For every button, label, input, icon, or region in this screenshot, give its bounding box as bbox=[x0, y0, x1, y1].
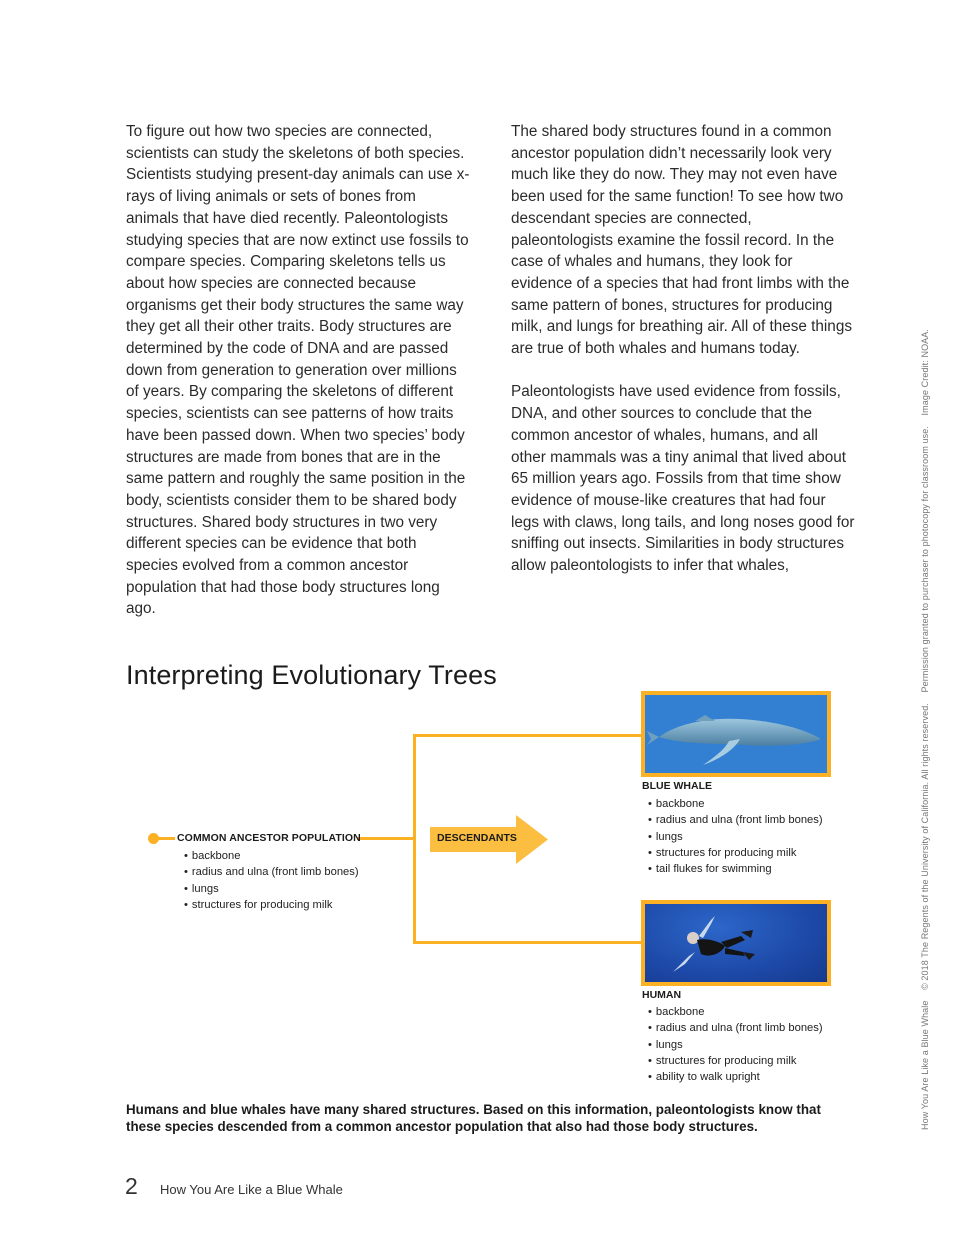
scuba-diver-photo bbox=[641, 900, 831, 986]
tree-branch-whale bbox=[413, 734, 643, 737]
side-credit-copyright: © 2018 The Regents of the University of California. All rights reserved. bbox=[920, 703, 930, 990]
body-paragraph: The shared body structures found in a common ancestor population didn’t necessarily look very much like they do now. They may not even have been used for the same function! To see how two descendant species are connected, paleontologists examine the fossil record. In the case of whales and humans, they look for evidence of a species that had front limbs with the same pattern of bones, structures for producing milk, and lungs for breathing air. All of these things are true of both whales and humans today. bbox=[511, 123, 852, 358]
trait-item: • radius and ulna (front limb bones) bbox=[184, 864, 359, 880]
section-title: Interpreting Evolutionary Trees bbox=[126, 660, 497, 690]
trait-item: • ability to walk upright bbox=[648, 1069, 823, 1085]
figure-caption: Humans and blue whales have many shared structures. Based on this information, paleontologists know that these species descended from a common ancestor population that also had those body structures. bbox=[126, 1102, 821, 1134]
trait-item: • tail flukes for swimming bbox=[648, 861, 823, 877]
species-title-blue-whale: BLUE WHALE bbox=[642, 780, 712, 792]
trait-item: • backbone bbox=[648, 796, 823, 812]
ancestor-trait-list bbox=[184, 848, 359, 913]
species-title-human: HUMAN bbox=[642, 989, 682, 1001]
footer-title: How You Are Like a Blue Whale bbox=[160, 1182, 343, 1197]
trait-item: • lungs bbox=[184, 881, 359, 897]
trait-item: • radius and ulna (front limb bones) bbox=[648, 812, 823, 828]
tree-branch-human bbox=[413, 941, 643, 944]
trait-item: • lungs bbox=[648, 1037, 823, 1053]
body-paragraph: Paleontologists have used evidence from fossils, DNA, and other sources to conclude that the common ancestor of whales, humans, and all other mammals was a tiny animal that lived about 65 million years ago. Fossils from that time show evidence of mouse-like creatures that had four legs with claws, long tails, and long noses good for sniffing out insects. Similarities in body structures allow paleontologists to infer that whales, bbox=[511, 383, 855, 575]
side-credit-permission: Permission granted to purchaser to photocopy for classroom use. bbox=[920, 426, 930, 693]
trait-item: • lungs bbox=[648, 829, 823, 845]
trait-item: • backbone bbox=[184, 848, 359, 864]
whale-icon bbox=[645, 695, 827, 773]
blue-whale-trait-list bbox=[648, 796, 823, 877]
side-credit bbox=[920, 321, 930, 1130]
tree-line bbox=[357, 837, 415, 840]
side-credit-image: Image Credit: NOAA. bbox=[920, 329, 930, 416]
body-paragraph: To figure out how two species are connected, scientists can study the skeletons of both species. Scientists studying present-day animals can use x-rays of living animals or sets of bones from animals that have died recently. Paleontologists studying species that are now extinct use fossils to compare species. Comparing skeletons tells us about how species are connected because organisms get their body structures the same way they get all their other traits. Body structures are determined by the code of DNA and are passed down from generation to generation over millions of years. By comparing the skeletons of different species, scientists can see patterns of how traits have been passed down. When two species’ body structures are made from bones that are in the same pattern and roughly the same position in the body, scientists consider them to be shared body structures. Shared body structures in two very different species can be evidence that both species evolved from a common ancestor population that had those body structures long ago. bbox=[126, 123, 470, 618]
diver-icon bbox=[645, 904, 827, 982]
blue-whale-photo bbox=[641, 691, 831, 777]
side-credit-title: How You Are Like a Blue Whale bbox=[920, 1000, 930, 1130]
trait-item: • structures for producing milk bbox=[648, 1053, 823, 1069]
trait-item: • backbone bbox=[648, 1004, 823, 1020]
human-trait-list bbox=[648, 1004, 823, 1085]
tree-trunk-line bbox=[413, 734, 416, 944]
trait-item: • structures for producing milk bbox=[184, 897, 359, 913]
tree-line bbox=[153, 837, 175, 840]
trait-item: • radius and ulna (front limb bones) bbox=[648, 1020, 823, 1036]
ancestor-title: COMMON ANCESTOR POPULATION bbox=[177, 832, 361, 844]
descendants-label: DESCENDANTS bbox=[437, 832, 517, 844]
page-number: 2 bbox=[125, 1173, 138, 1199]
trait-item: • structures for producing milk bbox=[648, 845, 823, 861]
